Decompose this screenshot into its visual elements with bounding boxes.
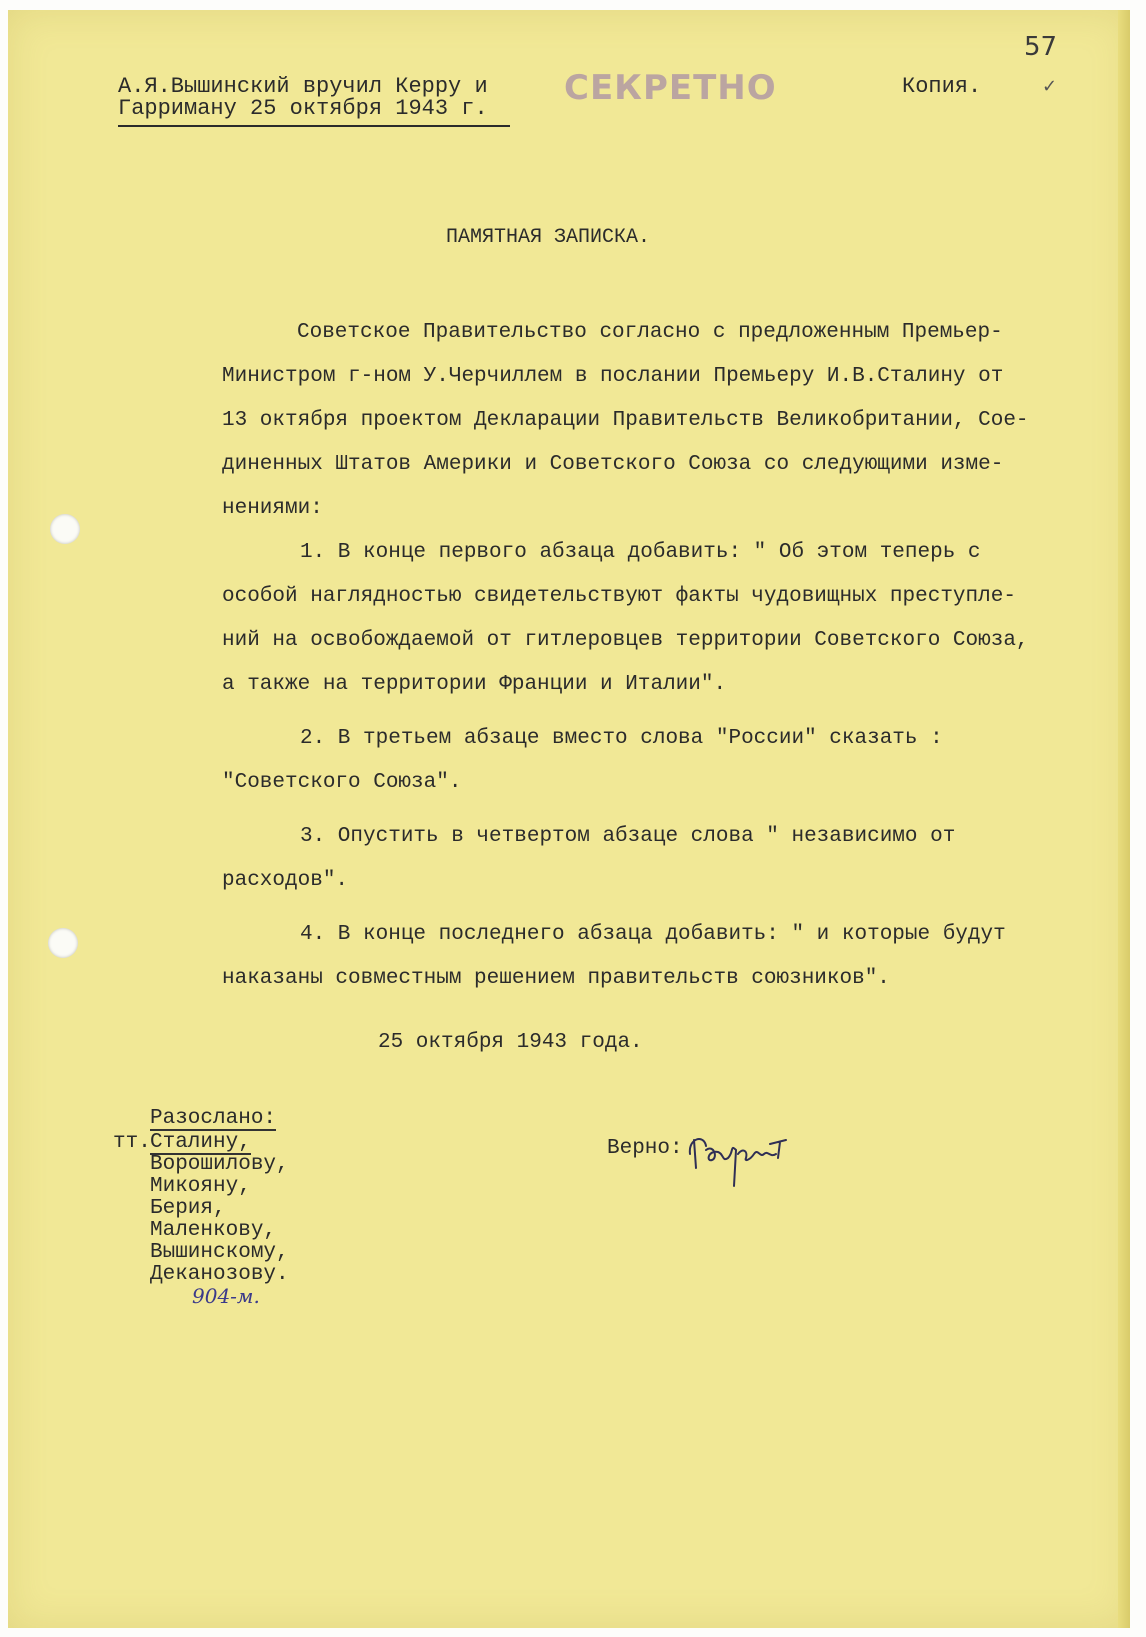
document-date: 25 октября 1943 года. [378,1031,643,1054]
copy-label: Копия. [902,74,982,99]
list-item-2: 2. В третьем абзаце вместо слова "России" сказать : [300,727,943,750]
document-sheet [8,10,1130,1628]
body-line: а также на территории Франции и Италии". [222,673,727,696]
punch-hole [50,514,80,544]
list-item-4: 4. В конце последнего абзаца добавить: " и которые будут [300,923,1006,946]
distribution-prefix: тт. [113,1131,151,1154]
handwritten-reg-number: 904-м. [192,1284,260,1308]
distribution-name: Микояну, [150,1175,251,1198]
body-line: нениями: [222,497,323,520]
list-item-1: 1. В конце первого абзаца добавить: " Об этом теперь с [300,541,981,564]
verification-label: Верно: [607,1137,683,1160]
secret-stamp: СЕКРЕТНО [564,68,777,108]
body-line: "Советского Союза". [222,771,462,794]
body-line: наказаны совместным решением правительств союзников". [222,967,890,990]
distribution-name: Сталину, [150,1131,251,1154]
page-number: 57 [1024,32,1058,62]
body-line: особой наглядностью свидетельствуют факты чудовищных преступле- [222,585,1016,608]
list-item-3: 3. Опустить в четвертом абзаце слова " независимо от [300,825,956,848]
header-note-line1: А.Я.Вышинский вручил Керру и [118,74,488,99]
distribution-name: Маленкову, [150,1219,277,1242]
header-note-line2: Гарриману 25 октября 1943 г. [118,96,488,121]
distribution-name: Вышинскому, [150,1241,289,1264]
document-title: ПАМЯТНАЯ ЗАПИСКА. [446,226,651,249]
distribution-name: Берия, [150,1197,226,1220]
body-line: Министром г-ном У.Черчиллем в послании Премьеру И.В.Сталину от [222,365,1004,388]
distribution-name: Деканозову. [150,1263,289,1286]
distribution-label: Разослано: [150,1107,277,1130]
body-line: ний на освобождаемой от гитлеровцев территории Советского Союза, [222,629,1029,652]
distribution-name: Ворошилову, [150,1153,289,1176]
body-line: расходов". [222,869,349,892]
check-mark-icon: ✓ [1042,76,1058,97]
header-underline [118,125,510,127]
handwritten-signature [684,1124,794,1190]
paper-edge [1118,10,1130,1628]
punch-hole [48,928,78,958]
body-line: 13 октября проектом Декларации Правительств Великобритании, Сое- [222,409,1029,432]
body-line: Советское Правительство согласно с предложенным Премьер- [297,321,1003,344]
body-line: диненных Штатов Америки и Советского Союза со следующими изме- [222,453,1004,476]
